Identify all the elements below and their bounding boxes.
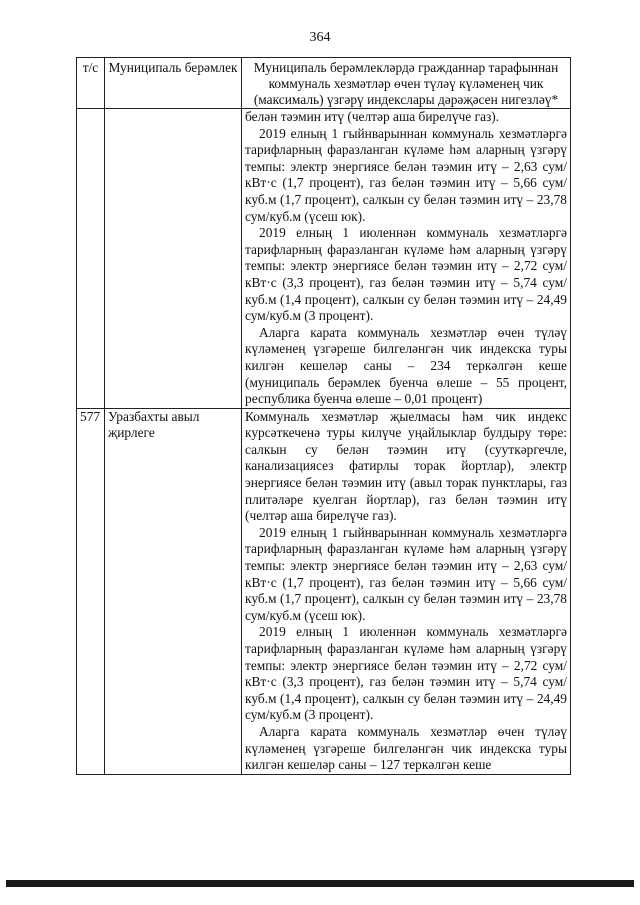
row-paragraph: Аларга карата коммуналь хезмәтләр өчен түләү күләменең үзгәреше билгеләнгән чик индекска туры килгән кешеләр саны – 127 теркәлгән кеше <box>245 723 567 773</box>
row-paragraph: 2019 елның 1 гыйнварыннан коммуналь хезмәтләргә тарифларның фаразланган күләме һәм аларның үзгәрү темпы: электр энергиясе белән тәэмин итү – 2,63 сум/кВт·с (1,7 процент), газ белән тәэмин итү – 5,66 сум/куб.м (1,7 процент), салкын су белән тәэмин итү – 23,78 сум/куб.м (үсеш юк). <box>245 524 567 623</box>
row-municipality: Уразбахты авыл җирлеге <box>105 408 242 774</box>
row-description <box>242 109 571 409</box>
table-row <box>77 408 571 774</box>
header-number: т/с <box>77 58 105 109</box>
row-paragraph: 2019 елның 1 гыйнварыннан коммуналь хезмәтләргә тарифларның фаразланган күләме һәм аларның үзгәрү темпы: электр энергиясе белән тәэмин итү – 2,63 сум/кВт·с (1,7 процент), газ белән тәэмин итү – 5,66 сум/куб.м (1,7 процент), салкын су белән тәэмин итү – 23,78 сум/куб.м (үсеш юк). <box>245 125 567 224</box>
scan-bottom-edge <box>6 880 634 887</box>
row-paragraph: Аларга карата коммуналь хезмәтләр өчен түләү күләменең үзгәреше билгеләнгән чик индекска туры килгән кешеләр саны – 234 теркәлгән кеше (муниципаль берәмлек буенча өлеше – 55 процент, республика буенча өлеше – 0,01 процент) <box>245 324 567 407</box>
row-municipality <box>105 109 242 409</box>
row-paragraph: белән тәэмин итү (челтәр аша бирелүче газ). <box>245 109 500 124</box>
row-number <box>77 109 105 409</box>
row-description <box>242 408 571 774</box>
table-header-row <box>77 58 571 109</box>
page-number: 364 <box>309 30 331 45</box>
table-row <box>77 109 571 409</box>
row-paragraph: 2019 елның 1 июленнән коммуналь хезмәтләргә тарифларның фаразланган күләме һәм аларның үзгәрү темпы: электр энергиясе белән тәэмин итү – 2,72 сум/кВт·с (3,3 процент), газ белән тәэмин итү – 5,74 сум/куб.м (1,4 процент), салкын су белән тәэмин итү – 24,49 сум/куб.м (3 процент). <box>245 624 567 723</box>
header-description: Муниципаль берәмлекләрдә гражданнар тарафыннан коммуналь хезмәтләр өчен түләү күләменең чик (максималь) үзгәрү индекслары дәрәҗәсен нигезләү* <box>242 58 571 109</box>
row-paragraph: Коммуналь хезмәтләр җыелмасы һәм чик индекс курсәткеченә туры килүче уңайлыклар булдыру төре: салкын су белән тәэмин итү (сууткәргечле, канализациясез фатирлы торак йортлар), электр энергиясе белән тәэмин итү (авыл торак пунктлары, газ плитәләре куелган йортлар), газ белән тәэмин итү (челтәр аша бирелүче газ). <box>245 408 567 524</box>
header-municipality: Муниципаль берәмлек <box>105 58 242 109</box>
row-paragraph: 2019 елның 1 июленнән коммуналь хезмәтләргә тарифларның фаразланган күләме һәм аларның үзгәрү темпы: электр энергиясе белән тәэмин итү – 2,72 сум/кВт·с (3,3 процент), газ белән тәэмин итү – 5,74 сум/куб.м (1,4 процент), салкын су белән тәэмин итү – 24,49 сум/куб.м (3 процент). <box>245 225 567 324</box>
tariff-index-table <box>76 57 571 775</box>
row-number: 577 <box>77 408 105 774</box>
